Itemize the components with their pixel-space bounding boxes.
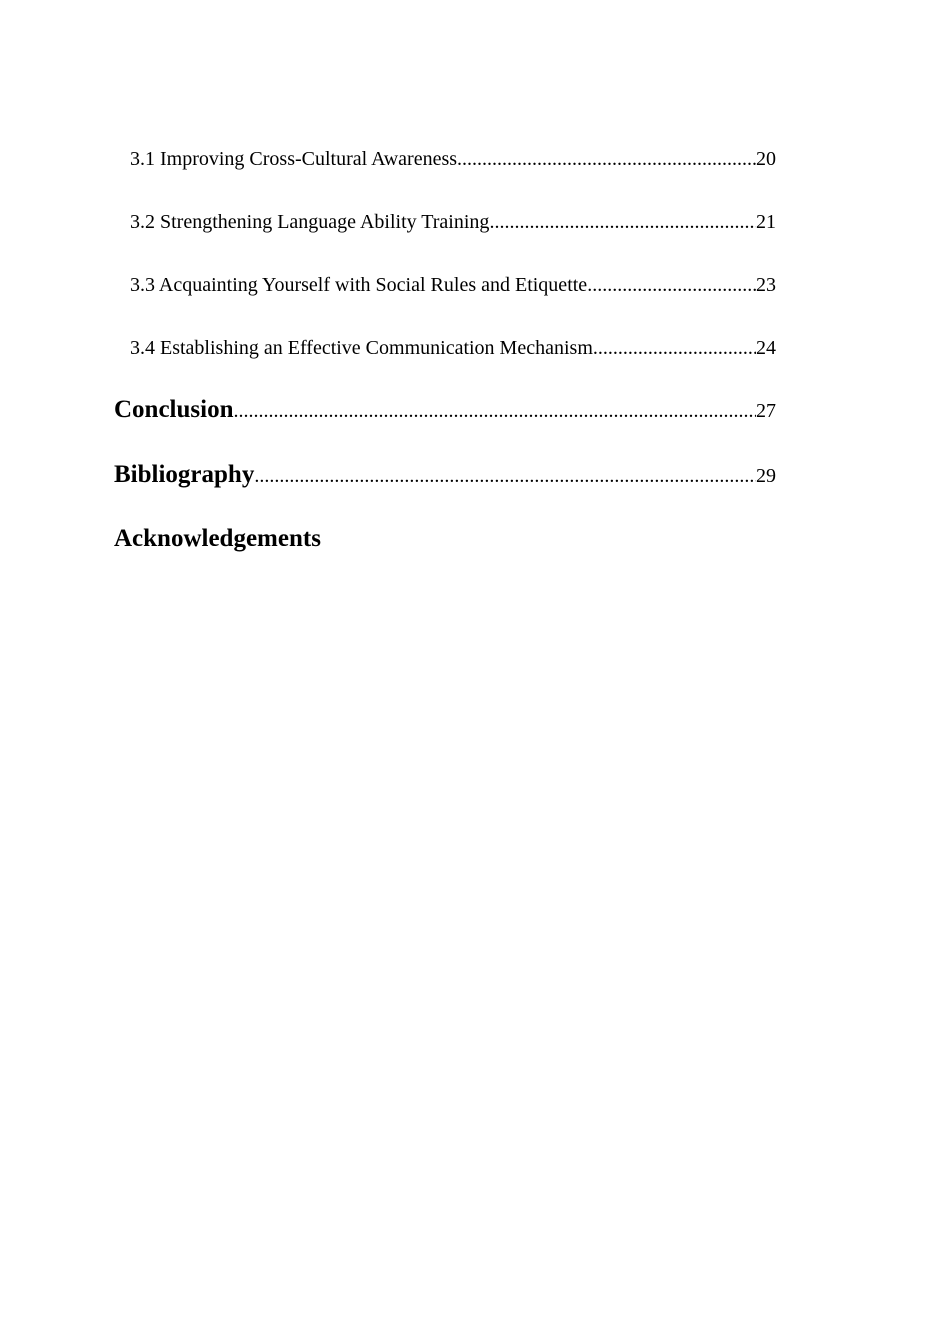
toc-entry-label: 3.4 Establishing an Effective Communication Mechanism — [130, 337, 593, 359]
toc-entry-3-3[interactable] — [130, 274, 776, 297]
toc-page-number: 21 — [756, 211, 776, 233]
toc-entry-3-2[interactable] — [130, 211, 776, 234]
toc-page-number: 23 — [756, 274, 776, 296]
dot-leader — [457, 148, 756, 171]
toc-page-number: 24 — [756, 337, 776, 359]
toc-entry-bibliography[interactable] — [114, 461, 776, 489]
dot-leader — [233, 400, 756, 423]
toc-entry-acknowledgements[interactable] — [114, 525, 776, 553]
toc-entry-label: 3.2 Strengthening Language Ability Training — [130, 211, 490, 233]
toc-entry-label: Conclusion — [114, 396, 234, 423]
dot-leader — [254, 465, 756, 488]
toc-page-number: 27 — [756, 400, 776, 422]
toc-entry-conclusion[interactable] — [114, 396, 776, 424]
toc-page-number: 20 — [756, 148, 776, 170]
toc-entry-label: Bibliography — [114, 461, 255, 488]
dot-leader — [593, 337, 756, 360]
toc-entry-3-1[interactable] — [130, 148, 776, 171]
dot-leader — [587, 274, 756, 297]
toc-entry-3-4[interactable] — [130, 337, 776, 360]
dot-leader — [489, 211, 756, 234]
toc-entry-label: Acknowledgements — [114, 525, 321, 552]
toc-entry-label: 3.1 Improving Cross-Cultural Awareness — [130, 148, 458, 170]
toc-entry-label: 3.3 Acquainting Yourself with Social Rules and Etiquette — [130, 274, 588, 296]
toc-page-number: 29 — [756, 465, 776, 487]
